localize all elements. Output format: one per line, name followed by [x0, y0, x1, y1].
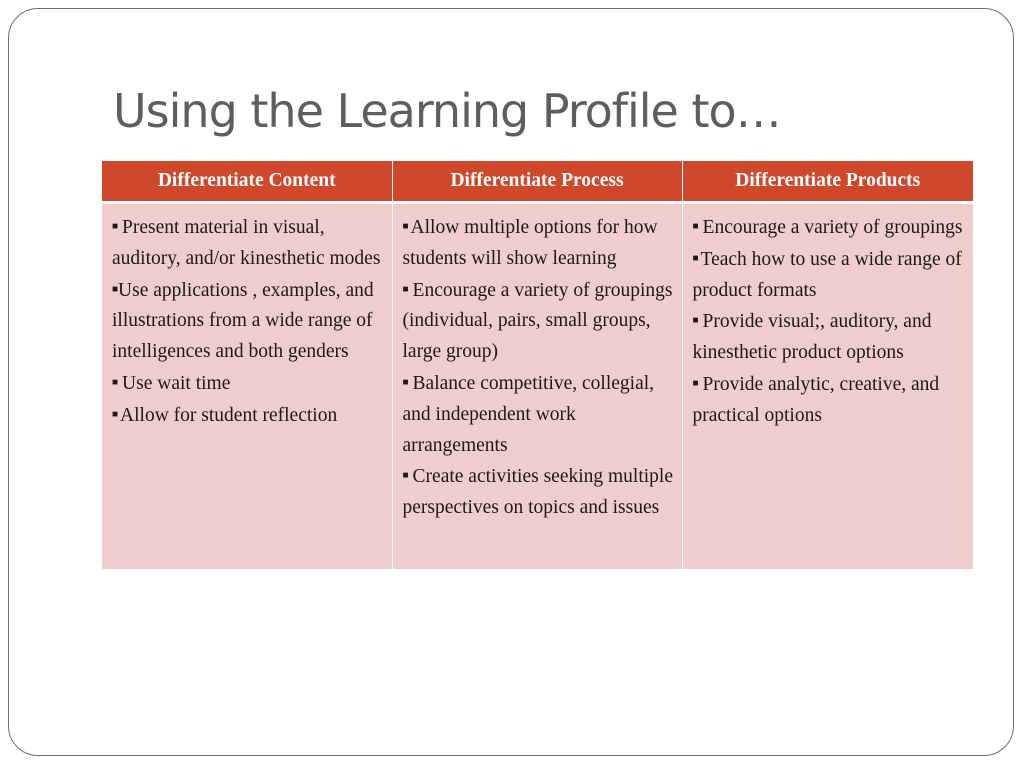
list-item — [112, 275, 384, 368]
process-bullet-list — [403, 212, 674, 524]
square-bullet-icon: ■ — [112, 376, 119, 388]
list-item-text: Create activities seeking multiple perspectives on topics and issues — [402, 466, 674, 519]
list-item — [403, 368, 674, 461]
header-differentiate-content: Differentiate Content — [102, 161, 392, 203]
list-item — [112, 400, 384, 432]
list-item-text: Encourage a variety of groupings (individual, pairs, small groups, large group) — [402, 279, 673, 363]
square-bullet-icon: ■ — [402, 376, 409, 388]
list-item — [693, 306, 966, 369]
list-item — [693, 212, 966, 244]
list-item — [403, 461, 674, 524]
learning-profile-table — [102, 161, 973, 569]
square-bullet-icon: ■ — [692, 315, 699, 327]
square-bullet-icon: ■ — [402, 470, 409, 482]
list-item-text: Use wait time — [122, 372, 231, 394]
list-item — [693, 369, 966, 432]
list-item — [403, 212, 674, 275]
products-cell — [682, 203, 973, 569]
products-bullet-list — [693, 212, 966, 432]
square-bullet-icon: ■ — [112, 221, 119, 232]
list-item — [403, 275, 674, 368]
list-item-text: Provide analytic, creative, and practical options — [692, 373, 940, 426]
square-bullet-icon: ■ — [402, 283, 409, 295]
list-item — [693, 244, 966, 307]
list-item-text: Provide visual;, auditory, and kinesthetic product options — [692, 311, 932, 364]
list-item-text: Use applications , examples, and illustrations from a wide range of intelligences and both genders — [112, 279, 374, 363]
square-bullet-icon: ■ — [402, 221, 409, 232]
header-differentiate-products: Differentiate Products — [682, 161, 973, 203]
content-bullet-list — [112, 212, 384, 432]
slide-title: Using the Learning Profile to… — [113, 84, 781, 138]
process-cell — [392, 203, 682, 569]
table-body-row — [102, 203, 973, 569]
content-cell — [102, 203, 392, 569]
square-bullet-icon: ■ — [112, 283, 119, 295]
list-item-text: Allow multiple options for how students will show learning — [402, 217, 658, 269]
square-bullet-icon: ■ — [692, 252, 699, 264]
list-item — [112, 212, 384, 275]
list-item — [112, 368, 384, 400]
table-header-row — [102, 161, 973, 203]
header-differentiate-process: Differentiate Process — [392, 161, 682, 203]
square-bullet-icon: ■ — [692, 221, 699, 232]
square-bullet-icon: ■ — [692, 377, 699, 389]
list-item-text: Balance competitive, collegial, and independent work arrangements — [402, 372, 655, 456]
list-item-text: Encourage a variety of groupings — [702, 217, 963, 238]
list-item-text: Teach how to use a wide range of product formats — [692, 248, 962, 301]
list-item-text: Allow for student reflection — [120, 404, 338, 426]
list-item-text: Present material in visual, auditory, and/or kinesthetic modes — [112, 217, 381, 269]
square-bullet-icon: ■ — [112, 408, 119, 420]
